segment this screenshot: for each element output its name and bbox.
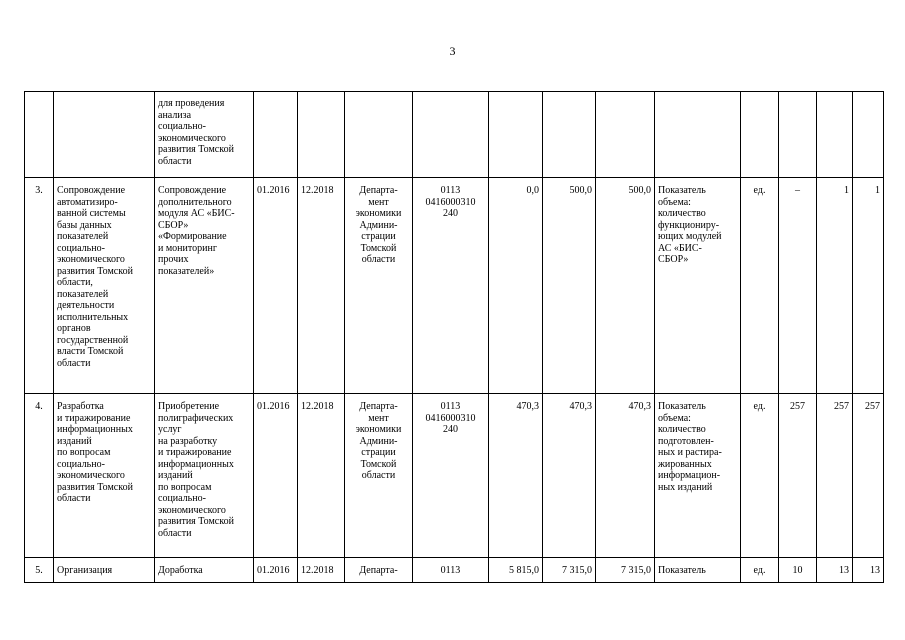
indicator: Показатель объема: количество подготовлен- ных и растира- жированных информацион- ных изданий <box>655 394 741 558</box>
budget-code: 0113 0416000310 240 <box>413 394 489 558</box>
end-date: 12.2018 <box>298 178 345 394</box>
unit: ед. <box>741 394 779 558</box>
value-2016: 0,0 <box>489 178 543 394</box>
executor: Департа- <box>345 558 413 583</box>
indicator-2018: 13 <box>853 558 884 583</box>
row-number: 4. <box>25 394 54 558</box>
indicator-2017: 13 <box>817 558 853 583</box>
start-date <box>254 92 298 178</box>
task-name: Организация <box>54 558 155 583</box>
unit: ед. <box>741 178 779 394</box>
executor <box>345 92 413 178</box>
table-row <box>25 394 884 558</box>
start-date: 01.2016 <box>254 178 298 394</box>
activity-name: для проведения анализа социально- экономического развития Томской области <box>155 92 254 178</box>
indicator: Показатель <box>655 558 741 583</box>
value-2017: 500,0 <box>543 178 596 394</box>
start-date: 01.2016 <box>254 558 298 583</box>
indicator-2018 <box>853 92 884 178</box>
end-date: 12.2018 <box>298 394 345 558</box>
start-date: 01.2016 <box>254 394 298 558</box>
value-2017 <box>543 92 596 178</box>
value-2018: 7 315,0 <box>596 558 655 583</box>
indicator-2016: 10 <box>779 558 817 583</box>
indicator-2016: 257 <box>779 394 817 558</box>
table-row <box>25 558 884 583</box>
value-2018 <box>596 92 655 178</box>
indicator-2017 <box>817 92 853 178</box>
task-name <box>54 92 155 178</box>
table-row <box>25 178 884 394</box>
value-2016: 5 815,0 <box>489 558 543 583</box>
row-number: 3. <box>25 178 54 394</box>
task-name: Разработка и тиражирование информационных изданий по вопросам социально- экономического развития Томской области <box>54 394 155 558</box>
value-2017: 7 315,0 <box>543 558 596 583</box>
page-number: 3 <box>449 44 456 58</box>
value-2016: 470,3 <box>489 394 543 558</box>
executor: Департа- мент экономики Админи- страции Томской области <box>345 394 413 558</box>
unit: ед. <box>741 558 779 583</box>
indicator-2017: 1 <box>817 178 853 394</box>
end-date: 12.2018 <box>298 558 345 583</box>
indicator-2018: 257 <box>853 394 884 558</box>
value-2018: 470,3 <box>596 394 655 558</box>
value-2017: 470,3 <box>543 394 596 558</box>
executor: Департа- мент экономики Админи- страции Томской области <box>345 178 413 394</box>
row-number <box>25 92 54 178</box>
budget-code: 0113 <box>413 558 489 583</box>
activity-name: Доработка <box>155 558 254 583</box>
indicator: Показатель объема: количество функциониру- ющих модулей АС «БИС- СБОР» <box>655 178 741 394</box>
end-date <box>298 92 345 178</box>
budget-code <box>413 92 489 178</box>
indicator-2018: 1 <box>853 178 884 394</box>
task-name: Сопровождение автоматизиро- ванной системы базы данных показателей социально- экономического развития Томской области, показателей деятельности исполнительных органов государственной власти Томской области <box>54 178 155 394</box>
activity-name: Сопровождение дополнительного модуля АС «БИС- СБОР» «Формирование и мониторинг прочих показателей» <box>155 178 254 394</box>
indicator-2017: 257 <box>817 394 853 558</box>
budget-code: 0113 0416000310 240 <box>413 178 489 394</box>
indicator-2016 <box>779 92 817 178</box>
unit <box>741 92 779 178</box>
value-2016 <box>489 92 543 178</box>
row-number: 5. <box>25 558 54 583</box>
table-row <box>25 92 884 178</box>
indicator-2016: – <box>779 178 817 394</box>
program-table <box>24 91 884 583</box>
activity-name: Приобретение полиграфических услуг на разработку и тиражирование информационных изданий по вопросам социально- экономического развития Томской области <box>155 394 254 558</box>
indicator <box>655 92 741 178</box>
value-2018: 500,0 <box>596 178 655 394</box>
